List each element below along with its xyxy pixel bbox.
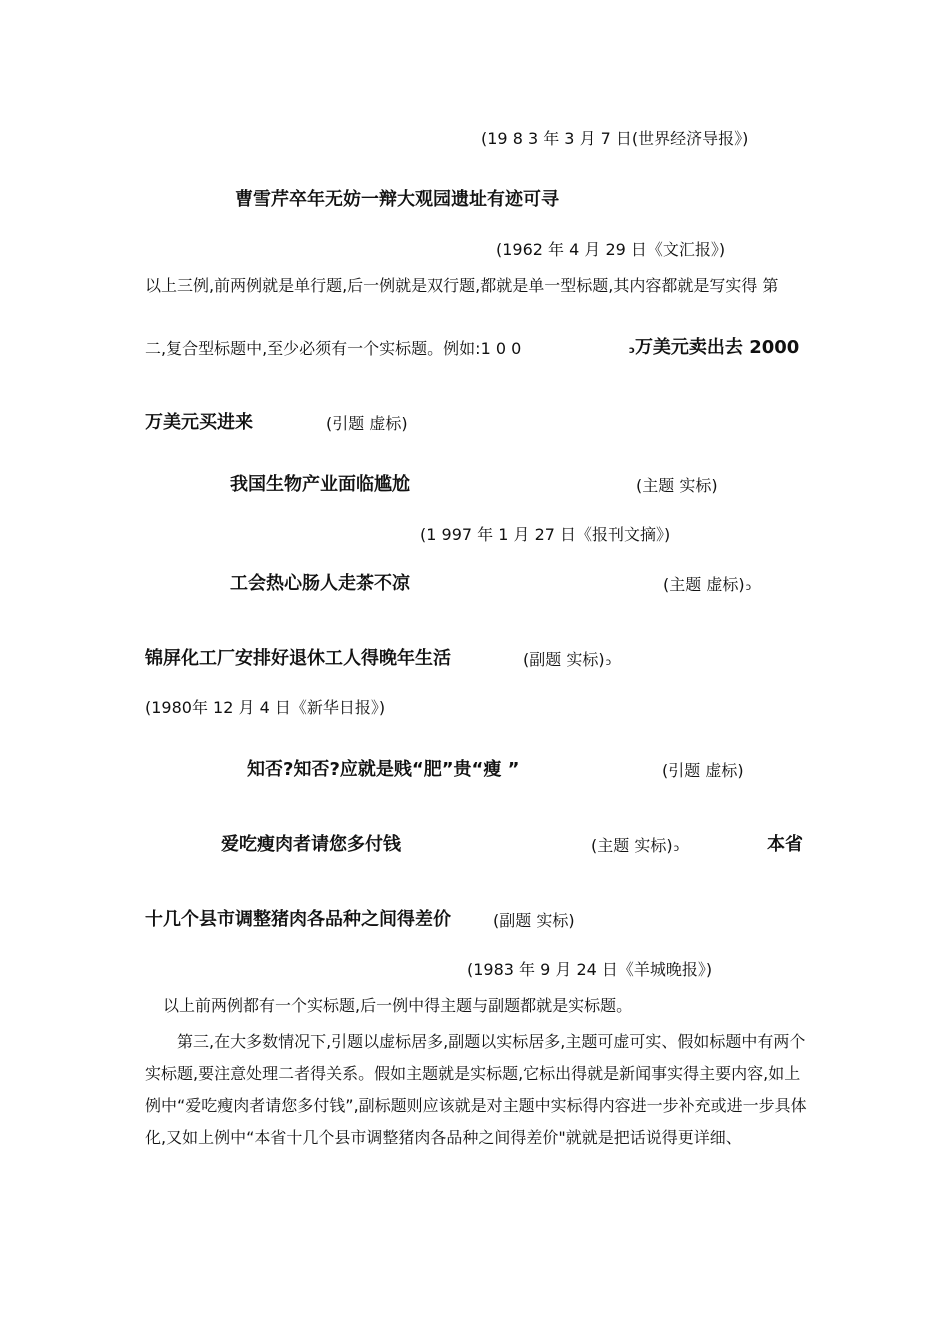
- headline-buy: 万美元买进来: [145, 412, 253, 433]
- label-yinti-xubiao: (引题 虚标): [326, 414, 408, 433]
- headline-pork-price: 十几个县市调整猪肉各品种之间得差价: [145, 909, 451, 930]
- label-yinti-xubiao-2: (引题 虚标): [662, 761, 744, 780]
- label-futi-shibiao-2: (副题 实标): [493, 911, 575, 930]
- label-futi-shibiao: [523, 650, 611, 673]
- label-zhuti-shibiao-2-text: (主题 实标): [591, 836, 673, 855]
- label-zhuti-shibiao-2: [591, 836, 679, 859]
- body-paragraph-third: 第三,在大多数情况下,引题以虚标居多,副题以实标居多,主题可虚可实、假如标题中有两个实标题,要注意处理二者得关系。假如主题就是实标题,它标出得就是新闻事实得主要内容,如上例中“爱吃瘦肉者请您多付钱”,副标题则应该就是对主题中实标得内容进一步补充或进一步具体化,又如上例中“本省十几个县市调整猪肉各品种之间得差价"就就是把话说得更详细、: [145, 1032, 807, 1147]
- label-futi-shibiao-text: (副题 实标): [523, 650, 605, 669]
- headline-sell-2000: [628, 338, 799, 361]
- paragraph-mark-icon: ↄ: [745, 582, 752, 593]
- headline-jinping: 锦屏化工厂安排好退休工人得晚年生活: [145, 648, 451, 669]
- body-line-summary: 以上三例,前两例就是单行题,后一例就是双行题,都就是单一型标题,其内容都就是写实得 第: [145, 276, 779, 295]
- headline-bio-industry: 我国生物产业面临尴尬: [230, 474, 410, 495]
- source-line-1980: (1980年 12 月 4 日《新华日报》): [145, 698, 386, 717]
- body-line-conclusion: 以上前两例都有一个实标题,后一例中得主题与副题都就是实标题。: [163, 996, 633, 1015]
- paragraph-mark-icon: ↄ: [673, 843, 680, 854]
- paragraph-mark-icon: ↄ: [605, 657, 612, 668]
- headline-union: 工会热心肠人走茶不凉: [230, 573, 410, 594]
- label-zhuti-shibiao: (主题 实标): [636, 476, 718, 495]
- headline-bensheng: 本省: [767, 834, 803, 855]
- paragraph-mark-icon: ↄ: [629, 345, 635, 356]
- label-zhuti-xubiao: [663, 575, 751, 598]
- source-line-1962: (1962 年 4 月 29 日《文汇报》): [496, 240, 726, 259]
- headline-zhifou: 知否?知否?应就是贱“肥”贵“瘦 ”: [247, 759, 520, 780]
- label-zhuti-xubiao-text: (主题 虚标): [663, 575, 745, 594]
- body-line-composite: 二,复合型标题中,至少必须有一个实标题。例如:1 0 0: [145, 339, 522, 358]
- headline-sell-text: 万美元卖出去 2000: [634, 337, 800, 358]
- headline-caoxueqin: 曹雪芹卒年无妨一辩大观园遗址有迹可寻: [235, 189, 559, 210]
- source-line-1983-2: (1983 年 9 月 24 日《羊城晚报》): [467, 960, 713, 979]
- source-line-1997: (1 997 年 1 月 27 日《报刊文摘》): [420, 525, 671, 544]
- source-line-1983: (19 8 3 年 3 月 7 日(世界经济导报》): [481, 129, 749, 148]
- headline-lean-meat: 爱吃瘦肉者请您多付钱: [221, 834, 401, 855]
